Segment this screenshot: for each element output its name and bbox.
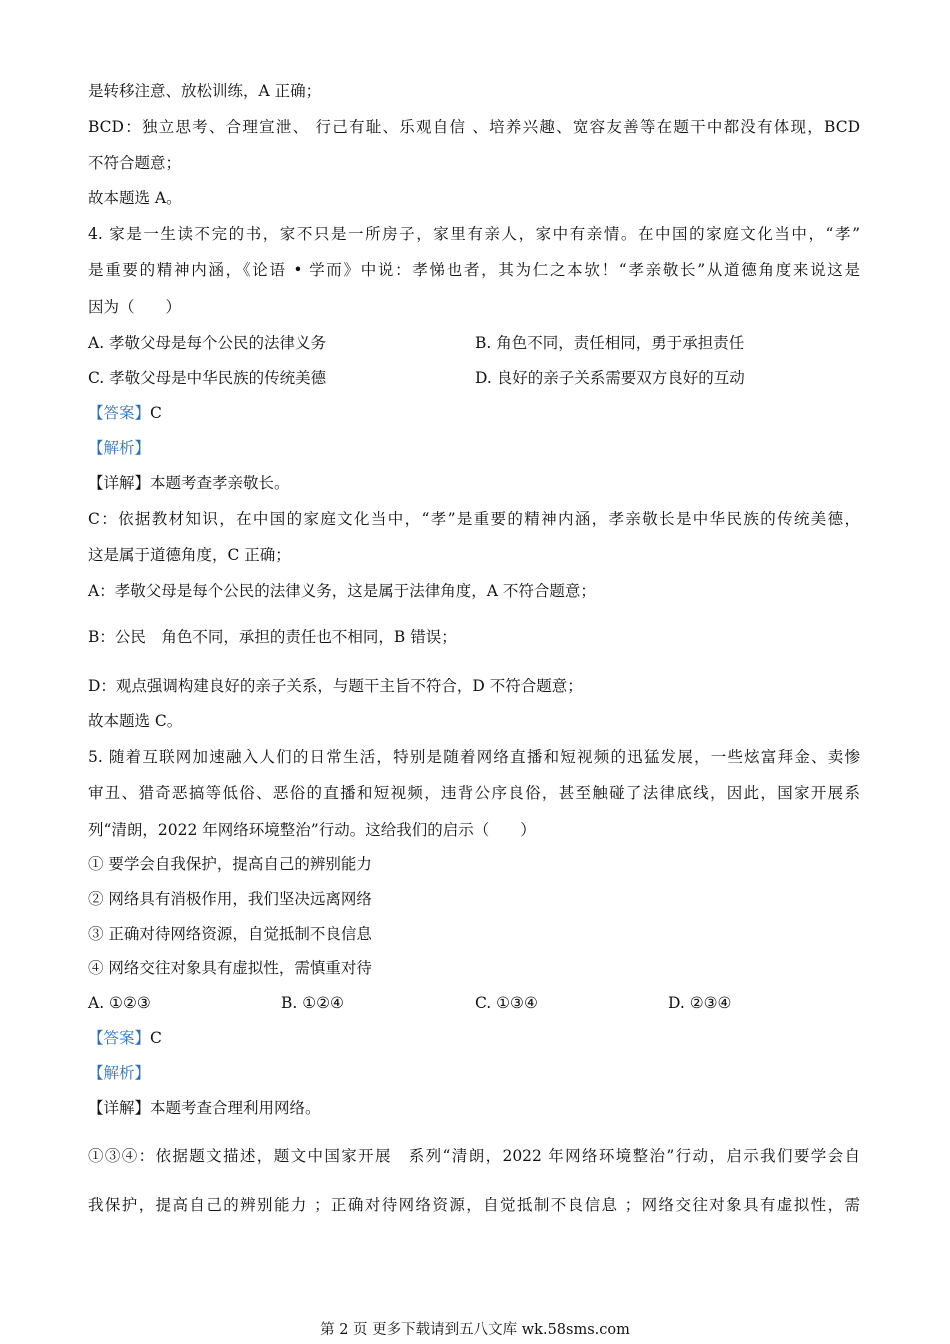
- statement-1: ① 要学会自我保护，提高自己的辨别能力: [88, 855, 372, 873]
- answer-line: [88, 402, 162, 424]
- question-5-stem: 列“清朗，2022 年网络环境整治”行动。这给我们的启示（ ）: [88, 821, 536, 839]
- explanation-line: D：观点强调构建良好的亲子关系，与题干主旨不符合，D 不符合题意；: [88, 677, 583, 695]
- option-a: A. 孝敬父母是每个公民的法律义务: [88, 334, 327, 352]
- analysis-tag: 【解析】: [88, 1064, 151, 1082]
- statement-2: ② 网络具有消极作用，我们坚决远离网络: [88, 890, 372, 908]
- text-line: 故本题选 A。: [88, 189, 182, 207]
- explanation-line: 我保护，提高自己的辨别能力 ；正确对待网络资源，自觉抵制不良信息 ；网络交往对象具有虚拟性，需: [88, 1196, 860, 1214]
- explanation-line: 故本题选 C。: [88, 712, 183, 730]
- option-c: C. 孝敬父母是中华民族的传统美德: [88, 369, 327, 387]
- option-b: B. 角色不同，责任相同，勇于承担责任: [475, 334, 745, 352]
- question-5-stem: 审丑、猎奇恶搞等低俗、恶俗的直播和短视频，违背公序良俗，甚至触碰了法律底线，因此，国家开展系: [88, 784, 860, 802]
- text-line: BCD：独立思考、合理宣泄、 行己有耻、乐观自信 、培养兴趣、宽容友善等在题干中都没有体现，BCD: [88, 118, 860, 136]
- question-4-stem: 4. 家是一生读不完的书，家不只是一所房子，家里有亲人，家中有亲情。在中国的家庭文化当中，“孝”: [88, 225, 860, 243]
- answer-value: C: [150, 1029, 162, 1047]
- option-d: D. ②③④: [668, 994, 732, 1012]
- detail-line: 【详解】本题考查合理利用网络。: [88, 1099, 321, 1117]
- question-5-stem: 5. 随着互联网加速融入人们的日常生活，特别是随着网络直播和短视频的迅猛发展，一些炫富拜金、卖惨: [88, 748, 860, 766]
- option-d: D. 良好的亲子关系需要双方良好的互动: [475, 369, 745, 387]
- page-footer: 第 2 页 更多下载请到五八文库 wk.58sms.com: [320, 1322, 630, 1338]
- text-line: 是转移注意、放松训练，A 正确；: [88, 82, 322, 100]
- question-4-stem: 因为（ ）: [88, 298, 182, 316]
- explanation-line: A：孝敬父母是每个公民的法律义务，这是属于法律角度，A 不符合题意；: [88, 582, 596, 600]
- analysis-tag: 【解析】: [88, 439, 151, 457]
- option-a: A. ①②③: [88, 994, 151, 1012]
- explanation-line: 这是属于道德角度，C 正确；: [88, 546, 291, 564]
- text-line: 不符合题意；: [88, 154, 182, 172]
- statement-4: ④ 网络交往对象具有虚拟性，需慎重对待: [88, 959, 372, 977]
- answer-tag: 【答案】: [88, 1029, 151, 1047]
- answer-value: C: [150, 404, 162, 422]
- detail-line: 【详解】本题考查孝亲敬长。: [88, 474, 290, 492]
- statement-3: ③ 正确对待网络资源，自觉抵制不良信息: [88, 925, 372, 943]
- answer-line: [88, 1027, 162, 1049]
- option-b: B. ①②④: [281, 994, 344, 1012]
- explanation-line: C：依据教材知识，在中国的家庭文化当中，“孝”是重要的精神内涵，孝亲敬长是中华民族的传统美德，: [88, 510, 860, 528]
- explanation-line: B：公民 角色不同，承担的责任也不相同，B 错误；: [88, 628, 457, 646]
- option-c: C. ①③④: [475, 994, 538, 1012]
- answer-tag: 【答案】: [88, 404, 151, 422]
- explanation-line: ①③④：依据题文描述，题文中国家开展 系列“清朗，2022 年网络环境整治”行动，启示我们要学会自: [88, 1147, 860, 1165]
- question-4-stem: 是重要的精神内涵，《论语 • 学而》中说：孝悌也者，其为仁之本欤！“孝亲敬长”从道德角度来说这是: [88, 261, 860, 279]
